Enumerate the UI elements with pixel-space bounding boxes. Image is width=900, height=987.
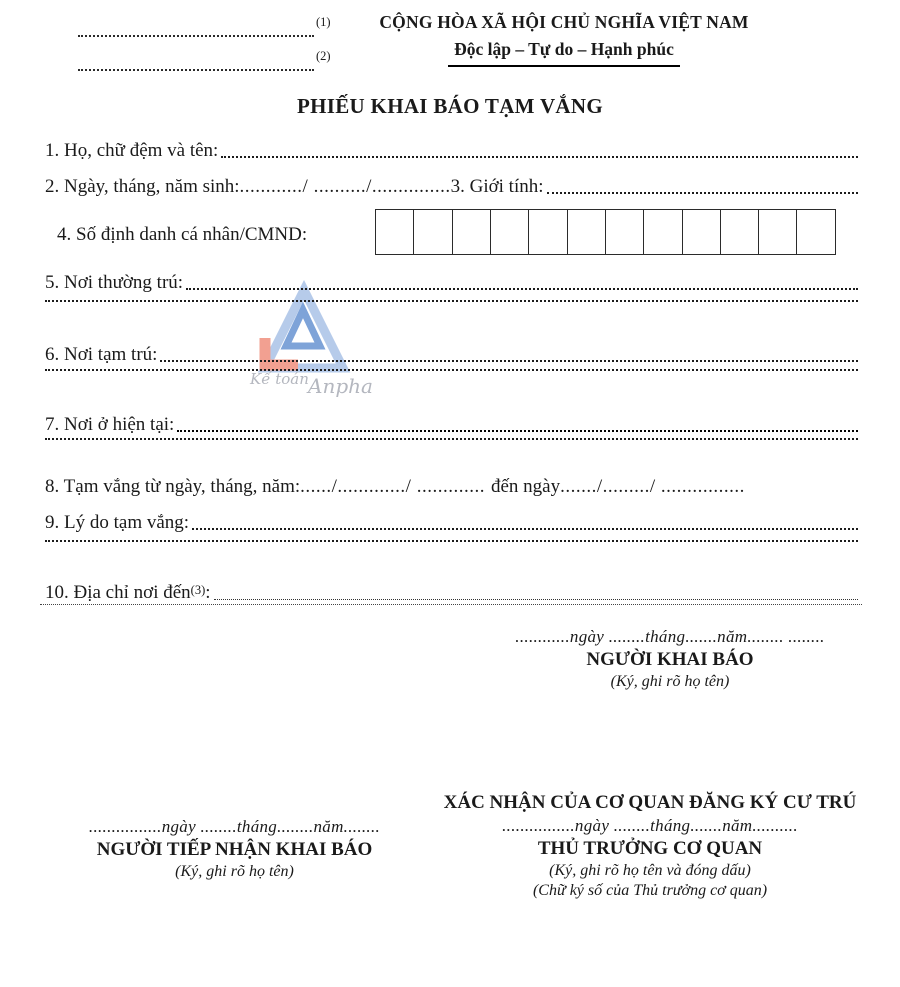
field-4-label: 4. Số định danh cá nhân/CMND:: [57, 224, 308, 245]
id-digit-box[interactable]: [490, 209, 530, 255]
id-digit-box[interactable]: [452, 209, 492, 255]
field-6-label: 6. Nơi tạm trú:: [45, 344, 158, 365]
field-6-continuation-line[interactable]: [45, 369, 858, 371]
field-10-fill-line[interactable]: [214, 599, 858, 600]
authority-note-digital: (Chữ ký số của Thủ trưởng cơ quan): [532, 882, 768, 899]
field-1-label: 1. Họ, chữ đệm và tên:: [45, 140, 219, 161]
field-5-fill-line[interactable]: [186, 288, 858, 290]
declarant-signature-block: [470, 627, 870, 691]
field-row-6: [45, 344, 858, 366]
id-digit-box[interactable]: [605, 209, 645, 255]
field-10-label: 10. Địa chỉ nơi đến: [45, 582, 191, 603]
field-row-10: [45, 582, 858, 604]
field-2-date-slots[interactable]: ............/ ........../...............: [239, 176, 451, 197]
authority-date-line[interactable]: ................ngày ........tháng.......năm..........: [502, 816, 798, 835]
header-note-2-fill-line[interactable]: [78, 57, 314, 71]
id-digit-box[interactable]: [720, 209, 760, 255]
field-9-label: 9. Lý do tạm vắng:: [45, 512, 190, 533]
field-8-from-date-slots[interactable]: ....../............./ .............: [300, 476, 485, 497]
national-title: CỘNG HÒA XÃ HỘI CHỦ NGHĨA VIỆT NAM: [379, 12, 749, 32]
field-row-5: [45, 272, 858, 294]
field-7-label: 7. Nơi ở hiện tại:: [45, 414, 175, 435]
field-6-fill-line[interactable]: [160, 360, 858, 362]
field-3-fill-line[interactable]: [547, 192, 858, 194]
national-motto: Độc lập – Tự do – Hạnh phúc: [448, 39, 680, 67]
field-5-continuation-line[interactable]: [45, 300, 858, 302]
field-7-fill-line[interactable]: [177, 430, 858, 432]
id-digit-box[interactable]: [413, 209, 453, 255]
field-8-to-date-slots[interactable]: ......./........./ ................: [560, 476, 745, 497]
field-9-continuation-line[interactable]: [45, 540, 858, 542]
field-row-4: [57, 224, 307, 246]
field-9-fill-line[interactable]: [192, 528, 858, 530]
watermark-text-large: Anpha: [308, 374, 373, 398]
header-note-line-1: [78, 15, 331, 37]
anpha-logo-icon: [236, 280, 396, 405]
receiver-note: (Ký, ghi rõ họ tên): [175, 863, 294, 880]
id-digit-box[interactable]: [528, 209, 568, 255]
id-digit-box[interactable]: [758, 209, 798, 255]
form-title: PHIẾU KHAI BÁO TẠM VẮNG: [297, 94, 603, 118]
field-8-to-label: đến ngày: [490, 476, 561, 497]
field-7-continuation-line[interactable]: [45, 438, 858, 440]
authority-note-sign: (Ký, ghi rõ họ tên và đóng dấu): [549, 862, 751, 879]
declarant-date-line[interactable]: ............ngày ........tháng.......năm........ ........: [515, 627, 825, 646]
national-header: [352, 12, 776, 67]
receiver-date-line[interactable]: ................ngày ........tháng........năm........: [88, 817, 381, 836]
watermark-text-small: Kế toán: [250, 370, 309, 388]
header-note-2-marker: (2): [316, 49, 331, 63]
field-row-9: [45, 512, 858, 534]
field-3-label: 3. Giới tính:: [450, 176, 544, 197]
field-row-1: [45, 140, 858, 162]
field-10-marker: (3): [190, 583, 206, 597]
header-note-line-2: [78, 49, 331, 71]
field-10-colon: :: [205, 582, 211, 603]
receiver-title: NGƯỜI TIẾP NHẬN KHAI BÁO: [96, 839, 373, 860]
header-note-1-fill-line[interactable]: [78, 23, 314, 37]
field-row-2-3: [45, 176, 858, 198]
field-1-fill-line[interactable]: [221, 156, 858, 158]
id-digit-box[interactable]: [567, 209, 607, 255]
id-digit-box[interactable]: [643, 209, 683, 255]
id-digit-box[interactable]: [375, 209, 415, 255]
id-boxes: [375, 209, 836, 255]
declarant-note: (Ký, ghi rõ họ tên): [610, 673, 730, 690]
field-2-label: 2. Ngày, tháng, năm sinh:: [45, 176, 240, 197]
field-5-label: 5. Nơi thường trú:: [45, 272, 184, 293]
field-row-8: [45, 476, 858, 498]
declarant-title: NGƯỜI KHAI BÁO: [586, 649, 754, 670]
field-10-continuation-line[interactable]: [40, 604, 862, 605]
field-row-7: [45, 414, 858, 436]
authority-title: THỦ TRƯỞNG CƠ QUAN: [537, 838, 763, 859]
id-digit-box[interactable]: [796, 209, 836, 255]
authority-heading: XÁC NHẬN CỦA CƠ QUAN ĐĂNG KÝ CƯ TRÚ: [443, 792, 857, 813]
field-8-label: 8. Tạm vắng từ ngày, tháng, năm:: [45, 476, 301, 497]
id-digit-box[interactable]: [682, 209, 722, 255]
receiver-signature-block: [62, 817, 407, 881]
authority-confirmation-block: [424, 792, 876, 900]
header-note-1-marker: (1): [316, 15, 331, 29]
